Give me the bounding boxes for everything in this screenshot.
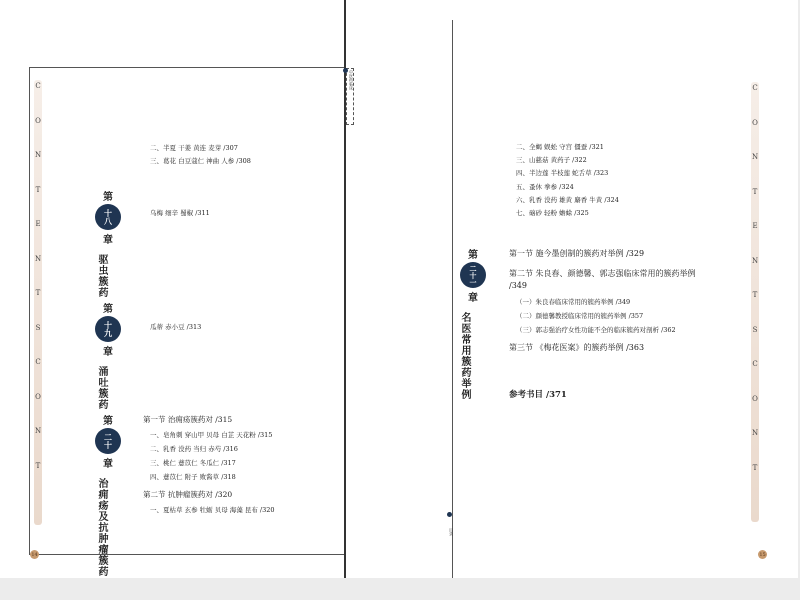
right-page: [346, 0, 798, 578]
toc-section[interactable]: 第二节 抗肿瘤簇药对 /320: [143, 490, 233, 499]
bullet-dot: [447, 512, 452, 517]
chapter-badge-19: 第 十 九 章: [88, 300, 128, 358]
page-number: 14: [31, 551, 38, 558]
toc-entry[interactable]: 一、夏枯草 玄参 牡蛎 贝母 海藻 昆布 /320: [150, 506, 275, 514]
toc-section[interactable]: 第三节 《梅花医案》的簇药举例 /363: [509, 343, 645, 352]
toc-entry[interactable]: 三、桃仁 薏苡仁 冬瓜仁 /317: [150, 459, 236, 467]
running-header: 中医药临床: [349, 70, 354, 90]
toc-entry[interactable]: （二）颜德馨教授临床常用的簇药举例 /357: [516, 312, 644, 320]
toc-entry[interactable]: 三、葛花 白豆蔻仁 神曲 人参 /308: [150, 157, 251, 165]
chapter-badge-20: 第 二 十 章: [88, 412, 128, 470]
left-page-frame: [29, 67, 344, 555]
toc-entry[interactable]: 乌梅 细辛 蜀椒 /311: [150, 209, 210, 217]
toc-entry[interactable]: 三、山慈菇 黄药子 /322: [516, 156, 587, 164]
references-entry[interactable]: 参考书目 /371: [509, 390, 567, 400]
toc-entry[interactable]: 四、薏苡仁 附子 败酱草 /318: [150, 473, 236, 481]
contents-vertical-letters: C O N T E N T S C O N T: [751, 84, 759, 472]
toc-section[interactable]: /349: [509, 281, 527, 290]
chapter-badge-18: 第 十 八 章: [88, 188, 128, 246]
left-page: [0, 0, 344, 578]
toc-entry[interactable]: 二、全蝎 蜈蚣 守宫 僵蚕 /321: [516, 143, 604, 151]
bullet-dot: [343, 68, 348, 73]
toc-entry[interactable]: 瓜蒂 赤小豆 /313: [150, 323, 202, 331]
chapter-number-circle: 二 十: [95, 428, 121, 454]
chapter-number-circle: 二 十 一: [460, 262, 486, 288]
chapter-badge-21: 第 二 十 一 章: [453, 246, 493, 304]
toc-entry[interactable]: 一、皂角刺 穿山甲 贝母 白芷 天花粉 /315: [150, 431, 273, 439]
toc-entry[interactable]: 七、硇砂 轻粉 蟾蜍 /325: [516, 209, 589, 217]
toc-section[interactable]: 第一节 施今墨创制的簇药对举例 /329: [509, 249, 645, 258]
toc-entry[interactable]: （一）朱良春临床常用的簇药举例 /349: [516, 298, 631, 306]
chapter-title: 名医常用簇药举例: [459, 312, 470, 400]
chapter-number-circle: 十 九: [95, 316, 121, 342]
toc-entry[interactable]: 四、半边莲 半枝莲 蛇舌草 /323: [516, 169, 609, 177]
contents-vertical-letters: C O N T E N T S C O N T: [34, 82, 42, 470]
toc-entry[interactable]: 二、乳香 没药 当归 赤芍 /316: [150, 445, 238, 453]
toc-entry[interactable]: 二、半夏 干姜 黄连 麦芽 /307: [150, 144, 238, 152]
toc-entry[interactable]: 五、蚤休 拳参 /324: [516, 183, 574, 191]
chapter-number-circle: 十 八: [95, 204, 121, 230]
toc-section[interactable]: 第二节 朱良春、颜德馨、郭志强临床常用的簇药举例: [509, 269, 696, 278]
chapter-title: 涌吐簇药: [96, 366, 107, 410]
running-footer: 目录: [449, 528, 454, 536]
chapter-title: 治痈疡及抗肿瘤簇药: [96, 478, 107, 577]
toc-entry[interactable]: 六、乳香 没药 雄黄 麝香 牛黄 /324: [516, 196, 619, 204]
chapter-title: 驱虫簇药: [96, 254, 107, 298]
page-number: 15: [759, 551, 766, 558]
toc-entry[interactable]: （三）郭志强治疗女性功能不全的临床簇药对剖析 /362: [516, 326, 676, 334]
toc-section[interactable]: 第一节 治痈疡簇药对 /315: [143, 415, 233, 424]
